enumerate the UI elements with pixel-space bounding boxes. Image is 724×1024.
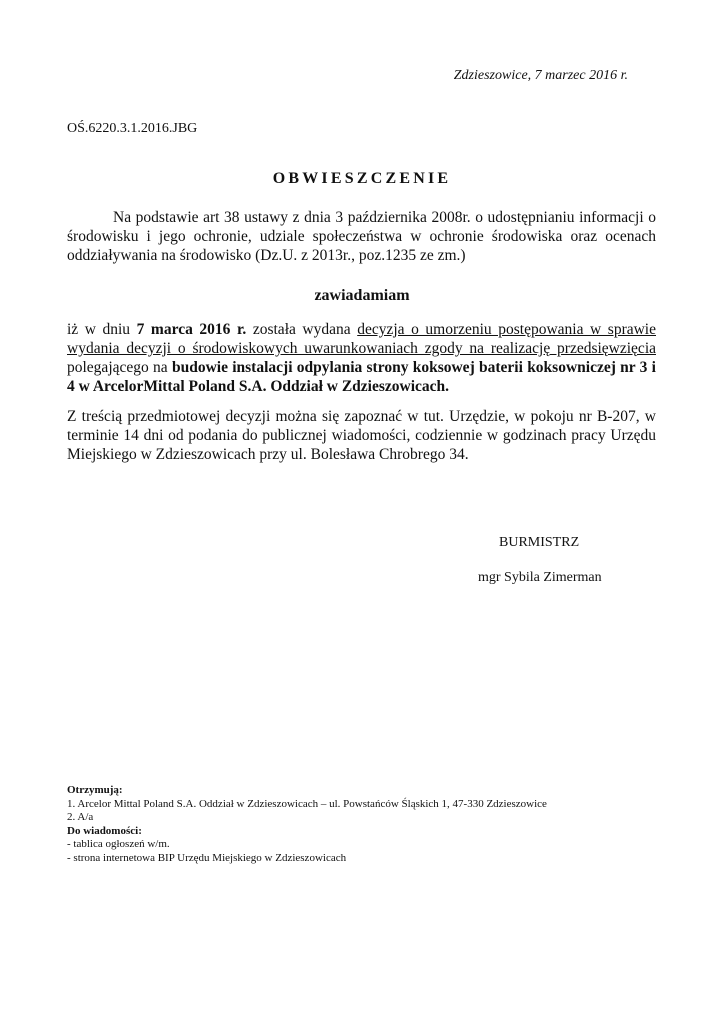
decision-text: decyzja o umorzeniu postępowania w sprawie wydania decyzji o środowiskowych uwarunkowaniach zgody na realizację przedsięwzięcia bbox=[67, 321, 656, 357]
decision-prefix: iż w dniu bbox=[67, 321, 137, 338]
recipients-heading: Otrzymują: bbox=[67, 784, 123, 796]
decision-connector: polegającego na bbox=[67, 359, 172, 376]
legal-basis-paragraph: Na podstawie art 38 ustawy z dnia 3 października 2008r. o udostępnianiu informacji o środowisku i jego ochronie, udziale społeczeństwa w ochronie środowiska oraz ocenach oddziaływania na środowisko (Dz.U. z 2013r., poz.1235 ze zm.) bbox=[67, 209, 656, 264]
distribution-list bbox=[67, 784, 667, 865]
decision-middle: została wydana bbox=[246, 321, 358, 338]
for-information-item: - strona internetowa BIP Urzędu Miejskiego w Zdzieszowicach bbox=[67, 851, 347, 864]
decision-date: 7 marca 2016 r. bbox=[136, 321, 247, 338]
case-reference-number: OŚ.6220.3.1.2016.JBG bbox=[67, 121, 198, 136]
for-information-item: - tablica ogłoszeń w/m. bbox=[67, 838, 170, 850]
announcement-heading: zawiadamiam bbox=[314, 287, 410, 304]
decision-paragraph bbox=[67, 320, 656, 396]
signatory-name: mgr Sybila Zimerman bbox=[478, 570, 602, 585]
recipient-item: 2. A/a bbox=[67, 811, 94, 823]
document-title: OBWIESZCZENIE bbox=[272, 170, 452, 187]
access-information-paragraph: Z treścią przedmiotowej decyzji można się zapoznać w tut. Urzędzie, w pokoju nr B-207, w terminie 14 dni od podania do publicznej wiadomości, codziennie w godzinach pracy Urzędu Miejskiego w Zdzieszowicach przy ul. Bolesława Chrobrego 34. bbox=[67, 408, 656, 463]
recipient-item: 1. Arcelor Mittal Poland S.A. Oddział w Zdzieszowicach – ul. Powstańców Śląskich 1, 47-330 Zdzieszowice bbox=[67, 797, 547, 810]
project-description: budowie instalacji odpylania strony koksowej baterii koksowniczej nr 3 i 4 w ArcelorMittal Poland S.A. Oddział w Zdzieszowicach. bbox=[67, 359, 656, 395]
signatory-title: BURMISTRZ bbox=[499, 535, 580, 550]
document-date: Zdzieszowice, 7 marzec 2016 r. bbox=[453, 68, 628, 83]
for-information-heading: Do wiadomości: bbox=[67, 824, 142, 837]
